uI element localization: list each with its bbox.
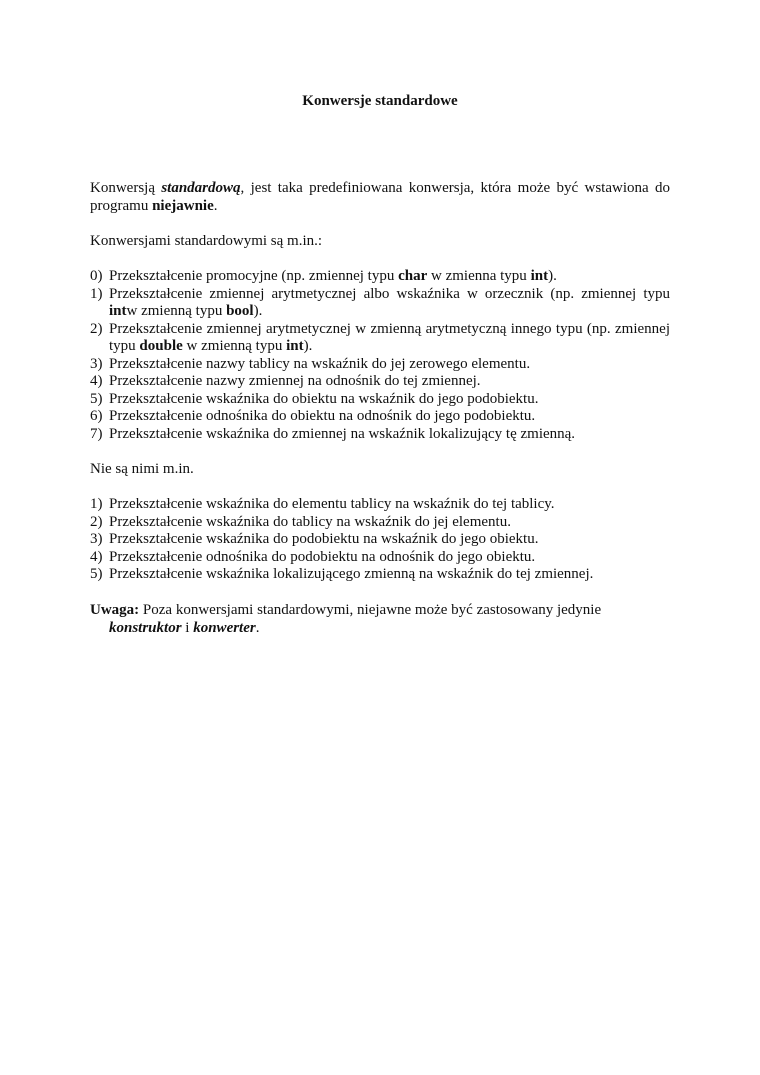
list-item — [90, 391, 670, 409]
list-item-number: 1) — [90, 496, 103, 512]
type-keyword: double — [139, 338, 183, 354]
list-item — [90, 321, 670, 356]
note-term-constructor: konstruktor — [109, 619, 182, 636]
intro-text-pre: Konwersją — [90, 180, 162, 196]
list-item-text: Przekształcenie wskaźnika do obiektu na wskaźnik do jego podobiektu. — [109, 390, 539, 407]
list-item — [90, 408, 670, 426]
text-run: ). — [253, 303, 263, 319]
list-item-number: 3) — [90, 355, 103, 372]
page-title: Konwersje standardowe — [302, 93, 458, 109]
list-item-text — [109, 286, 670, 321]
type-keyword: int — [109, 303, 127, 319]
list-item-number: 3) — [90, 531, 103, 547]
list-item-text: Przekształcenie odnośnika do podobiektu na odnośnik do jego obiektu. — [109, 548, 536, 565]
list-item — [90, 549, 670, 567]
list-item-text: Przekształcenie odnośnika do obiektu na odnośnik do jego podobiektu. — [109, 408, 536, 424]
intro-text-end: . — [213, 197, 218, 214]
list-item-text: Przekształcenie nazwy tablicy na wskaźnik do jej zerowego elementu. — [109, 355, 531, 372]
list-item-number: 2) — [90, 320, 103, 337]
text-run: Przekształcenie promocyjne (np. zmiennej typu — [109, 268, 399, 284]
list-item — [90, 514, 670, 532]
list-item-number: 1) — [90, 285, 103, 302]
text-run: Przekształcenie zmiennej arytmetycznej albo wskaźnika w orzecznik (np. zmiennej typu — [109, 285, 670, 302]
intro-term-standard: standardową — [161, 180, 241, 196]
list-item-number: 7) — [90, 425, 103, 442]
intro-text-mid: , jest taka predefiniowana konwersja, która może być wstawiona do programu — [90, 180, 670, 214]
list-item — [90, 356, 670, 374]
list-item — [90, 496, 670, 514]
note-text-mid: i — [181, 619, 194, 636]
note-label: Uwaga: — [90, 602, 140, 618]
list-item-number: 4) — [90, 548, 103, 565]
type-keyword: bool — [226, 303, 254, 319]
type-keyword: int — [286, 338, 304, 354]
text-run: ). — [548, 268, 557, 284]
text-run: ). — [303, 338, 313, 354]
list-item-number: 2) — [90, 513, 103, 530]
list-item-number: 5) — [90, 566, 103, 582]
list-item-number: 4) — [90, 373, 103, 389]
type-keyword: char — [398, 268, 428, 284]
intro-paragraph — [90, 180, 670, 215]
list-item-text: Przekształcenie wskaźnika do elementu tablicy na wskaźnik do tej tablicy. — [109, 496, 555, 512]
intro-term-implicit: niejawnie — [152, 197, 214, 214]
note-indent — [90, 620, 259, 636]
list-item-number: 0) — [90, 268, 103, 284]
list-item — [90, 268, 670, 286]
list-item-text: Przekształcenie wskaźnika do zmiennej na wskaźnik lokalizujący tę zmienną. — [109, 425, 576, 442]
list1-lead: Konwersjami standardowymi są m.in.: — [90, 233, 323, 249]
list-item — [90, 286, 670, 321]
note-paragraph — [90, 602, 670, 637]
list-item — [90, 426, 670, 444]
note-text: Poza konwersjami standardowymi, niejawne może być zastosowany jedynie — [139, 602, 602, 618]
note-text-end: . — [255, 619, 260, 636]
list-item-number: 6) — [90, 408, 103, 424]
list-item — [90, 566, 670, 584]
standard-conversions-list — [90, 268, 670, 443]
list2-lead: Nie są nimi m.in. — [90, 461, 194, 477]
list-item-text: Przekształcenie nazwy zmiennej na odnośnik do tej zmiennej. — [109, 373, 481, 389]
list-item — [90, 373, 670, 391]
type-keyword: int — [530, 268, 549, 284]
list-item — [90, 531, 670, 549]
text-run: w zmienną typu — [182, 338, 287, 354]
list-item-text: Przekształcenie wskaźnika do tablicy na wskaźnik do jej elementu. — [109, 513, 511, 530]
non-standard-conversions-list — [90, 496, 670, 584]
text-run: w zmienna typu — [427, 268, 531, 284]
list-item-text: Przekształcenie wskaźnika lokalizującego zmienną na wskaźnik do tej zmiennej. — [109, 566, 594, 582]
list-item-text: Przekształcenie wskaźnika do podobiektu na wskaźnik do jego obiektu. — [109, 531, 539, 547]
text-run: w zmienną typu — [126, 303, 227, 319]
list-item-text — [109, 321, 670, 356]
list-item-number: 5) — [90, 390, 103, 407]
list-item-text — [109, 268, 670, 286]
note-term-converter: konwerter — [193, 619, 256, 636]
text-run: Przekształcenie zmiennej arytmetycznej w zmienną arytmetyczną innego typu (np. zmiennej typu — [109, 320, 670, 354]
